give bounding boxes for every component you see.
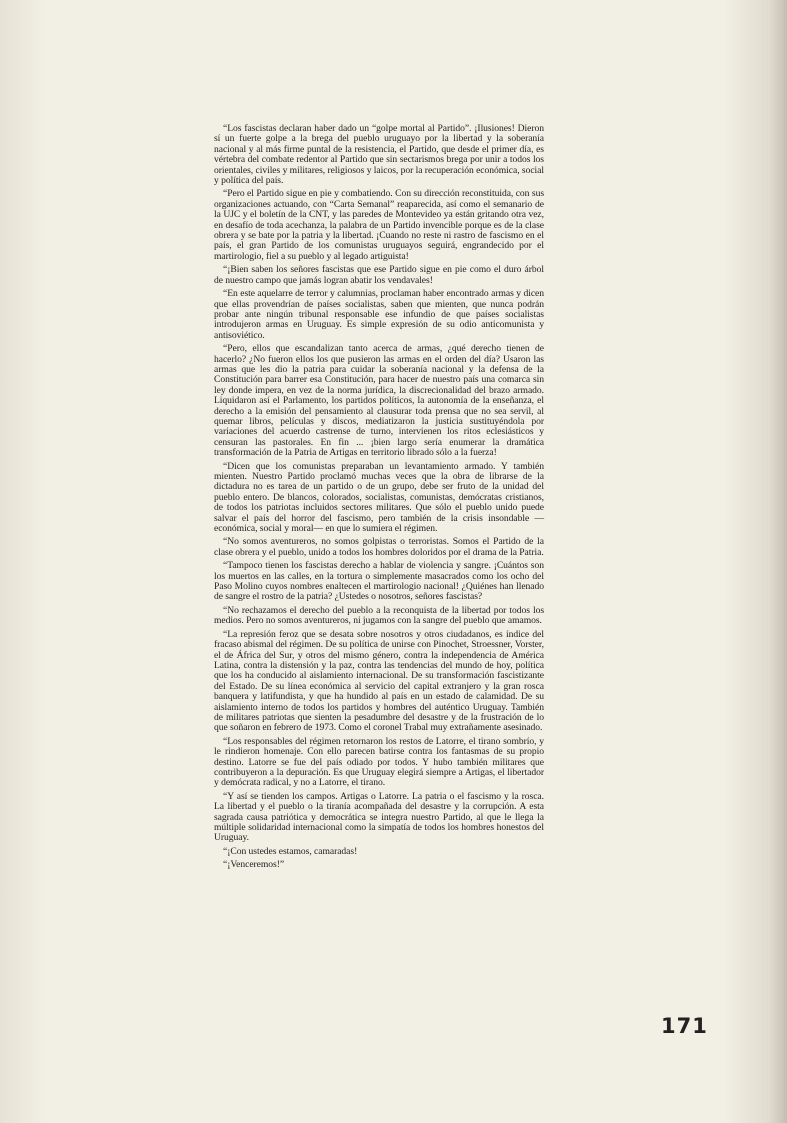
paragraph: “La represión feroz que se desata sobre nosotros y otros ciudadanos, es índice del fracaso abismal del régimen. De su política de unirse con Pinochet, Stroessner, Vorster, el de África del Sur, y otros del mismo género, contra la independencia de América Latina, contra la distensión y la paz, contra las tendencias del mundo de hoy, política que los ha conducido al aislamiento internacional. De su transformación fascistizante del Estado. De su línea económica al servicio del capital extranjero y la gran rosca banquera y latifundista, y que ha hundido al país en un estado de calamidad. De su aislamiento interno de todos los partidos y hombres del auténtico Uruguay. También de militares patriotas que sienten la pesadumbre del desastre y de la frustración de lo que soñaron en febrero de 1973. Como el coronel Trabal muy extrañamente asesinado. [214, 628, 544, 734]
paragraph: “Pero, ellos que escandalizan tanto acerca de armas, ¿qué derecho tienen de hacerlo? ¿No fueron ellos los que pusieron las armas en el orden del día? Usaron las armas que les dio la patria para cuidar la soberanía nacional y la defensa de la Constitución para barrer esa Constitución, para hacer de nuestro país una comarca sin ley donde impera, en vez de la norma jurídica, la discrecionalidad del brazo armado. Liquidaron así el Parlamento, los partidos políticos, la autonomía de la enseñanza, el derecho a la emisión del pensamiento al clausurar toda prensa que no sea servil, al quemar libros, películas y discos, mediatizaron la justicia sustituyéndola por variaciones del acuerdo castrense de turno, intervienen los ritos eclesiásticos y censuran las pastorales. En fin ... ¡bien largo sería enumerar la dramática transformación de la Patria de Artigas en territorio librado sólo a la fuerza! [214, 343, 544, 459]
paragraph: “Los responsables del régimen retornaron los restos de Latorre, el tirano sombrío, y le rindieron homenaje. Con ello parecen batirse contra los fantasmas de su propio destino. Latorre se fue del país odiado por todos. Y hubo también militares que contribuyeron a la depuración. Es que Uruguay elegirá siempre a Artigas, el libertador y demócrata radical, y no a Latorre, el tirano. [214, 735, 544, 789]
paragraph: “Tampoco tienen los fascistas derecho a hablar de violencia y sangre. ¡Cuántos son los muertos en las calles, en la tortura o simplemente masacrados como los ocho del Paso Molino cuyos nombres enaltecen el martirologio nacional! ¿Quiénes han llenado de sangre el rostro de la patria? ¿Ustedes o nosotros, señores fascistas? [214, 560, 544, 603]
paragraph: “¡Con ustedes estamos, camaradas! [223, 845, 358, 857]
text-column [214, 124, 544, 874]
paragraph: “¡Venceremos!” [223, 859, 285, 871]
paragraph: “Pero el Partido sigue en pie y combatiendo. Con su dirección reconstituida, con sus organizaciones actuando, con “Carta Semanal” reaparecida, así como el semanario de la UJC y el boletín de la CNT, y las paredes de Montevideo ya están gritando otra vez, en desafío de toda acechanza, la palabra de un Partido invencible porque es de la clase obrera y se bate por la patria y la libertad. ¡Cuando no reste ni rastro de fascismo en el país, el gran Partido de los comunistas uruguayos seguirá, engrandecido por el martirologio, fiel a su pueblo y al legado artiguista! [214, 188, 544, 262]
paragraph: “En este aquelarre de terror y calumnias, proclaman haber encontrado armas y dicen que ellas provendrían de países socialistas, saben que mienten, que nunca podrán probar ante ningún tribunal responsable ese infundio de que países socialistas introdujeron armas en Uruguay. Es simple expresión de su odio anticomunista y antisoviético. [214, 288, 544, 341]
paragraph: “No rechazamos el derecho del pueblo a la reconquista de la libertad por todos los medios. Pero no somos aventureros, ni jugamos con la sangre del pueblo que amamos. [214, 604, 544, 627]
paragraph: “¡Bien saben los señores fascistas que ese Partido sigue en pie como el duro árbol de nuestro campo que jamás logran abatir los vendavales! [214, 264, 544, 286]
page-number: 171 [661, 1014, 708, 1038]
paragraph: “Los fascistas declaran haber dado un “golpe mortal al Partido”. ¡Ilusiones! Dieron sí un fuerte golpe a la brega del pueblo uruguayo por la libertad y la soberanía nacional y al más firme puntal de la resistencia, el Partido, que desde el primer día, es vértebra del combate redentor al Partido que sin sectarismos brega por unir a todos los orientales, civiles y militares, religiosos y laicos, por la recuperación económica, social y política del país. [214, 123, 544, 187]
paragraph: “Dicen que los comunistas preparaban un levantamiento armado. Y también mienten. Nuestro Partido proclamó muchas veces que la obra de librarse de la dictadura no es tarea de un partido o de un grupo, debe ser fruto de la unidad del pueblo entero. De blancos, colorados, socialistas, comunistas, demócratas cristianos, de todos los patriotas incluidos sectores militares. Que sólo el pueblo unido puede salvar el país del horror del fascismo, pero también de la crisis insondable —económica, social y moral— en que lo sumiera el régimen. [214, 460, 544, 535]
paragraph: “No somos aventureros, no somos golpistas o terroristas. Somos el Partido de la clase obrera y el pueblo, unido a todos los hombres doloridos por el drama de la Patria. [214, 536, 544, 558]
page-edge-shadow [769, 0, 787, 1123]
paragraph: “Y así se tienden los campos. Artigas o Latorre. La patria o el fascismo y la rosca. La libertad y el pueblo o la tiranía acompañada del desastre y la corrupción. A esta sagrada causa patriótica y democrática se integra nuestro Partido, al que le llega la múltiple solidaridad internacional como la simpatía de todos los hombres honestos del Uruguay. [214, 790, 544, 844]
